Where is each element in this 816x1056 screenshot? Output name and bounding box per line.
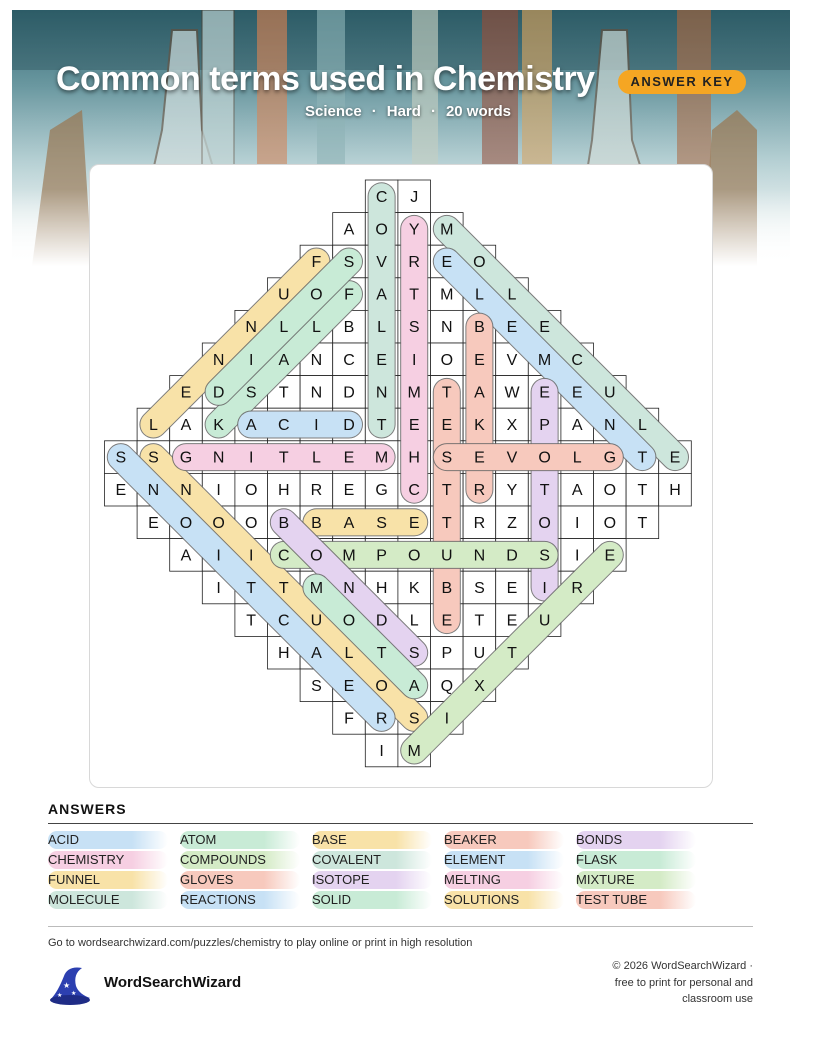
word-search-grid	[90, 165, 712, 787]
answer-word: MELTING	[444, 871, 564, 889]
answer-word: MOLECULE	[48, 891, 168, 909]
answer-word: FUNNEL	[48, 871, 168, 889]
grid-letter: E	[506, 612, 518, 630]
grid-letter: K	[474, 417, 485, 434]
grid-letter: O	[244, 514, 258, 532]
grid-letter: N	[441, 319, 453, 337]
grid-letter: I	[574, 547, 580, 565]
grid-letter: M	[440, 221, 454, 239]
grid-letter: R	[408, 254, 420, 271]
grid-letter: L	[344, 645, 354, 663]
grid-letter: O	[310, 547, 323, 565]
grid-letter: H	[278, 482, 290, 500]
grid-letter: E	[571, 384, 583, 402]
answer-word: BEAKER	[444, 831, 564, 849]
grid-letter: M	[407, 384, 421, 402]
grid-letter: N	[212, 351, 225, 369]
grid-letter: S	[376, 514, 387, 532]
grid-letter: O	[342, 612, 356, 630]
grid-letter: T	[474, 612, 485, 630]
grid-letter: X	[506, 417, 518, 434]
grid-letter: C	[343, 351, 355, 369]
play-online-link[interactable]: Go to wordsearchwizard.com/puzzles/chemistry to play online or print in high resolution	[48, 937, 473, 949]
page-title: Common terms used in Chemistry	[56, 60, 595, 98]
grid-letter: R	[571, 580, 583, 597]
grid-letter: O	[440, 351, 454, 369]
grid-letter: W	[504, 384, 520, 402]
grid-letter: A	[571, 417, 583, 434]
grid-letter: A	[278, 351, 290, 369]
grid-letter: T	[637, 514, 648, 532]
grid-letter: L	[507, 286, 517, 304]
grid-letter: M	[440, 286, 454, 304]
grid-letter: A	[408, 677, 420, 695]
copyright-line: © 2026 WordSearchWizard ·	[612, 960, 753, 972]
grid-letter: T	[376, 417, 387, 434]
grid-letter: I	[248, 449, 254, 467]
grid-letter: T	[278, 449, 289, 467]
word-count-label: 20 words	[445, 103, 511, 120]
grid-letter: N	[147, 482, 160, 500]
answer-word: COMPOUNDS	[180, 851, 300, 869]
grid-letter: N	[212, 449, 225, 467]
grid-letter: A	[474, 384, 485, 402]
meta-separator: ·	[430, 103, 436, 120]
grid-letter: U	[473, 645, 486, 663]
grid-letter: T	[637, 482, 648, 500]
grid-letter: T	[441, 514, 452, 532]
answer-word: BASE	[312, 831, 432, 849]
grid-letter: L	[409, 612, 419, 630]
grid-letter: O	[538, 449, 551, 467]
grid-letter: L	[148, 417, 158, 434]
grid-letter: U	[310, 612, 323, 630]
grid-letter: E	[669, 449, 681, 467]
grid-letter: M	[407, 743, 421, 760]
grid-letter: E	[343, 482, 355, 500]
grid-letter: S	[474, 580, 485, 597]
grid-letter: C	[571, 351, 583, 369]
grid-letter: S	[539, 547, 550, 565]
grid-letter: N	[375, 384, 388, 402]
grid-letter: T	[278, 580, 289, 597]
grid-letter: O	[538, 514, 551, 532]
grid-letter: L	[377, 319, 387, 337]
grid-letter: L	[311, 319, 321, 337]
grid-letter: I	[248, 351, 254, 369]
grid-letter: F	[344, 286, 354, 304]
grid-letter: M	[309, 580, 324, 597]
grid-letter: H	[408, 449, 420, 467]
grid-letter: O	[212, 514, 225, 532]
grid-letter: C	[278, 547, 290, 565]
puzzle-card	[89, 164, 713, 788]
answer-word: SOLID	[312, 891, 432, 909]
answer-word: SOLUTIONS	[444, 891, 564, 909]
grid-letter: C	[278, 612, 290, 630]
answers-divider	[48, 823, 753, 824]
grid-letter: I	[411, 351, 417, 369]
answer-word: ELEMENT	[444, 851, 564, 869]
grid-letter: C	[375, 188, 388, 206]
grid-letter: B	[311, 514, 322, 532]
grid-letter: I	[314, 417, 319, 434]
grid-letter: T	[376, 645, 387, 663]
grid-letter: E	[408, 417, 420, 434]
grid-letter: M	[374, 449, 389, 467]
grid-letter: V	[376, 254, 387, 271]
grid-letter: D	[343, 417, 355, 434]
grid-letter: B	[278, 514, 290, 532]
grid-letter: A	[180, 417, 192, 434]
grid-letter: T	[246, 580, 257, 597]
answer-word: CHEMISTRY	[48, 851, 168, 869]
grid-letter: G	[179, 449, 193, 467]
grid-letter: I	[216, 580, 221, 597]
grid-letter: B	[441, 580, 453, 597]
svg-text:★: ★	[71, 990, 77, 997]
grid-letter: F	[311, 254, 322, 271]
grid-letter: D	[375, 612, 388, 630]
grid-letter: E	[539, 384, 550, 402]
answer-word: ACID	[48, 831, 168, 849]
grid-letter: N	[473, 547, 486, 565]
grid-letter: F	[344, 710, 354, 728]
grid-letter: O	[407, 547, 421, 565]
answer-word: GLOVES	[180, 871, 300, 889]
copyright-line: classroom use	[682, 993, 753, 1005]
brand-name: WordSearchWizard	[104, 974, 242, 991]
answers-heading: ANSWERS	[48, 801, 127, 817]
grid-letter: A	[180, 547, 192, 565]
grid-letter: X	[474, 677, 485, 695]
answer-key-badge: ANSWER KEY	[618, 70, 746, 94]
grid-letter: S	[343, 254, 355, 271]
grid-letter: U	[538, 612, 551, 630]
grid-letter: T	[246, 612, 257, 630]
answer-word: TEST TUBE	[576, 891, 696, 909]
grid-letter: O	[244, 482, 258, 500]
grid-letter: P	[539, 417, 550, 434]
grid-letter: L	[474, 286, 484, 304]
grid-letter: T	[507, 645, 517, 663]
grid-letter: T	[441, 482, 452, 500]
grid-letter: N	[245, 319, 257, 337]
grid-letter: A	[343, 514, 355, 532]
grid-letter: S	[148, 449, 159, 467]
grid-letter: B	[474, 319, 485, 337]
grid-letter: V	[506, 351, 518, 369]
grid-letter: A	[376, 286, 387, 304]
grid-letter: N	[310, 351, 323, 369]
svg-text:★: ★	[63, 981, 71, 990]
grid-letter: S	[245, 384, 257, 402]
grid-letter: E	[441, 254, 453, 271]
grid-letter: T	[409, 286, 420, 304]
grid-letter: D	[343, 384, 355, 402]
grid-letter: E	[343, 449, 355, 467]
grid-letter: I	[574, 514, 580, 532]
grid-letter: M	[537, 351, 552, 369]
grid-letter: P	[376, 547, 387, 565]
grid-letter: I	[248, 547, 254, 565]
grid-letter: S	[441, 449, 453, 467]
grid-letter: Y	[408, 221, 420, 239]
grid-letter: H	[375, 580, 388, 597]
grid-letter: E	[115, 482, 127, 500]
grid-letter: A	[311, 645, 322, 663]
grid-letter: J	[410, 188, 419, 206]
grid-letter: O	[603, 482, 617, 500]
grid-letter: O	[603, 514, 617, 532]
grid-letter: A	[343, 221, 355, 239]
grid-letter: E	[474, 449, 485, 467]
grid-letter: H	[278, 645, 290, 663]
grid-letter: S	[408, 710, 420, 728]
grid-letter: C	[278, 417, 290, 434]
grid-letter: L	[311, 449, 321, 467]
grid-letter: H	[669, 482, 681, 500]
grid-letter: M	[342, 547, 356, 565]
grid-letter: A	[571, 482, 583, 500]
grid-letter: R	[375, 710, 388, 728]
grid-letter: O	[473, 254, 486, 271]
grid-letter: E	[441, 417, 453, 434]
grid-letter: E	[506, 319, 518, 337]
copyright-text	[553, 958, 753, 1008]
answer-word: FLASK	[576, 851, 696, 869]
footer-divider	[48, 926, 753, 927]
grid-letter: U	[441, 547, 453, 565]
grid-letter: E	[474, 351, 485, 369]
grid-letter: R	[310, 482, 323, 500]
grid-letter: E	[604, 547, 616, 565]
grid-letter: I	[216, 547, 221, 565]
answer-word: REACTIONS	[180, 891, 300, 909]
grid-letter: L	[637, 417, 647, 434]
grid-letter: N	[343, 580, 355, 597]
grid-letter: A	[245, 417, 257, 434]
grid-letter: U	[278, 286, 290, 304]
grid-letter: S	[408, 319, 420, 337]
grid-letter: E	[343, 677, 355, 695]
grid-letter: R	[473, 514, 486, 532]
grid-letter: O	[179, 514, 193, 532]
grid-letter: E	[408, 514, 420, 532]
answer-word: MIXTURE	[576, 871, 696, 889]
grid-letter: N	[604, 417, 616, 434]
difficulty-label: Hard	[386, 103, 421, 120]
grid-letter: S	[311, 677, 322, 695]
grid-letter: E	[506, 580, 518, 597]
grid-letter: I	[379, 743, 384, 760]
grid-letter: N	[180, 482, 192, 500]
grid-letter: T	[278, 384, 289, 402]
grid-letter: O	[375, 677, 388, 695]
grid-letter: E	[441, 612, 453, 630]
grid-letter: R	[473, 482, 486, 500]
grid-letter: G	[375, 482, 388, 500]
grid-letter: Q	[440, 677, 454, 695]
grid-letter: Y	[506, 482, 518, 500]
grid-letter: V	[506, 449, 518, 467]
answer-word: ISOTOPE	[312, 871, 432, 889]
grid-letter: E	[180, 384, 192, 402]
answer-word: COVALENT	[312, 851, 432, 869]
grid-letter: I	[542, 580, 547, 597]
grid-letter: E	[539, 319, 550, 337]
grid-letter: D	[506, 547, 518, 565]
puzzle-meta	[0, 103, 816, 120]
grid-letter: E	[148, 514, 159, 532]
wizard-hat-icon	[46, 964, 92, 1006]
category-label: Science	[305, 103, 362, 120]
grid-letter: P	[441, 645, 453, 663]
grid-letter: O	[375, 221, 388, 239]
grid-letter: T	[637, 449, 648, 467]
grid-letter: I	[216, 482, 221, 500]
grid-letter: I	[444, 710, 450, 728]
grid-letter: S	[408, 645, 420, 663]
grid-letter: N	[310, 384, 323, 402]
answer-word: ATOM	[180, 831, 300, 849]
grid-letter: G	[603, 449, 617, 467]
grid-letter: T	[539, 482, 550, 500]
grid-letter: K	[408, 580, 420, 597]
answer-word: BONDS	[576, 831, 696, 849]
grid-letter: Z	[507, 514, 517, 532]
grid-letter: S	[115, 449, 127, 467]
grid-letter: L	[279, 319, 289, 337]
grid-letter: B	[343, 319, 355, 337]
svg-text:★: ★	[57, 992, 63, 999]
grid-letter: O	[310, 286, 323, 304]
grid-letter: T	[441, 384, 452, 402]
grid-letter: E	[376, 351, 387, 369]
grid-letter: K	[213, 417, 224, 434]
grid-letter: D	[212, 384, 225, 402]
grid-letter: C	[408, 482, 420, 500]
copyright-line: free to print for personal and	[614, 976, 753, 989]
meta-separator: ·	[371, 103, 377, 120]
grid-letter: L	[572, 449, 582, 467]
grid-letter: U	[604, 384, 616, 402]
